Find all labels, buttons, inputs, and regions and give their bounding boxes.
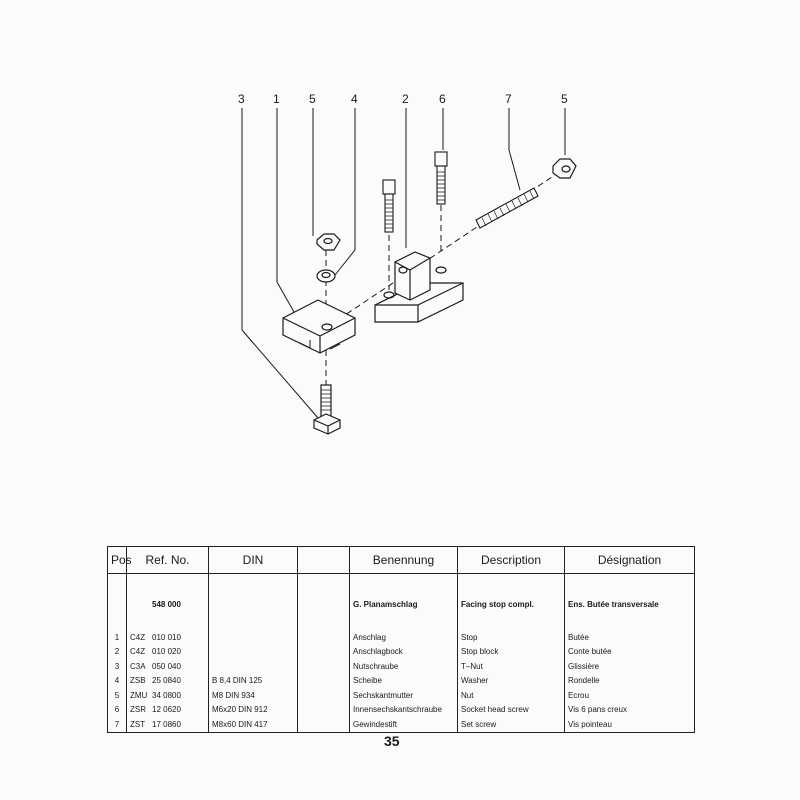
t-nut-part (314, 385, 340, 434)
parts-list-table (107, 546, 695, 733)
header-benennung: Benennung (350, 547, 458, 574)
callout-3: 3 (238, 92, 245, 106)
header-ref-no: Ref. No. (127, 547, 209, 574)
header-description: Description (458, 547, 565, 574)
callout-1: 1 (273, 92, 280, 106)
table-row: 3 C3A 050 040 Nutschraube T–Nut Glissière (108, 660, 695, 675)
callout-5b: 5 (561, 92, 568, 106)
callout-6: 6 (439, 92, 446, 106)
callout-labels (238, 92, 568, 106)
table-row: 5 ZMU 34 0800 M8 DIN 934 Sechskantmutter Nut Ecrou (108, 689, 695, 704)
hex-nut-right (553, 159, 576, 178)
assembly-row (108, 598, 695, 613)
header-blank (298, 547, 350, 574)
table-row: 2 C4Z 010 020 Anschlagbock Stop block Conte butée (108, 645, 695, 660)
assembly-designation: Ens. Butée transversale (565, 598, 695, 613)
stop-block-part (375, 252, 463, 322)
page-number: 35 (384, 733, 400, 749)
table-header-row (108, 547, 695, 574)
table-row: 1 C4Z 010 010 Anschlag Stop Butée (108, 631, 695, 646)
header-pos: Pos (108, 547, 127, 574)
table-row: 7 ZST 17 0860 M8x60 DIN 417 Gewindestift Set screw Vis pointeau (108, 718, 695, 733)
set-screw-part (476, 188, 538, 228)
table-row: 6 ZSR 12 0620 M6x20 DIN 912 Innensechskantschraube Socket head screw Vis 6 pans creux (108, 703, 695, 718)
gap-row (108, 613, 695, 631)
table-row: 4 ZSB 25 0840 B 8,4 DIN 125 Scheibe Washer Rondelle (108, 674, 695, 689)
header-designation: Désignation (565, 547, 695, 574)
socket-head-screw-left (383, 180, 395, 232)
callout-2: 2 (402, 92, 409, 106)
callout-7: 7 (505, 92, 512, 106)
spacer-row (108, 574, 695, 599)
callout-4: 4 (351, 92, 358, 106)
assembly-benennung: G. Planamschlag (350, 598, 458, 613)
washer-part (317, 270, 335, 282)
stop-part (283, 300, 355, 353)
callout-5: 5 (309, 92, 316, 106)
header-din: DIN (209, 547, 298, 574)
assembly-description: Facing stop compl. (458, 598, 565, 613)
hex-nut-left (317, 234, 340, 250)
socket-head-screw-right (435, 152, 447, 204)
assembly-ref: 548 000 (152, 600, 181, 609)
